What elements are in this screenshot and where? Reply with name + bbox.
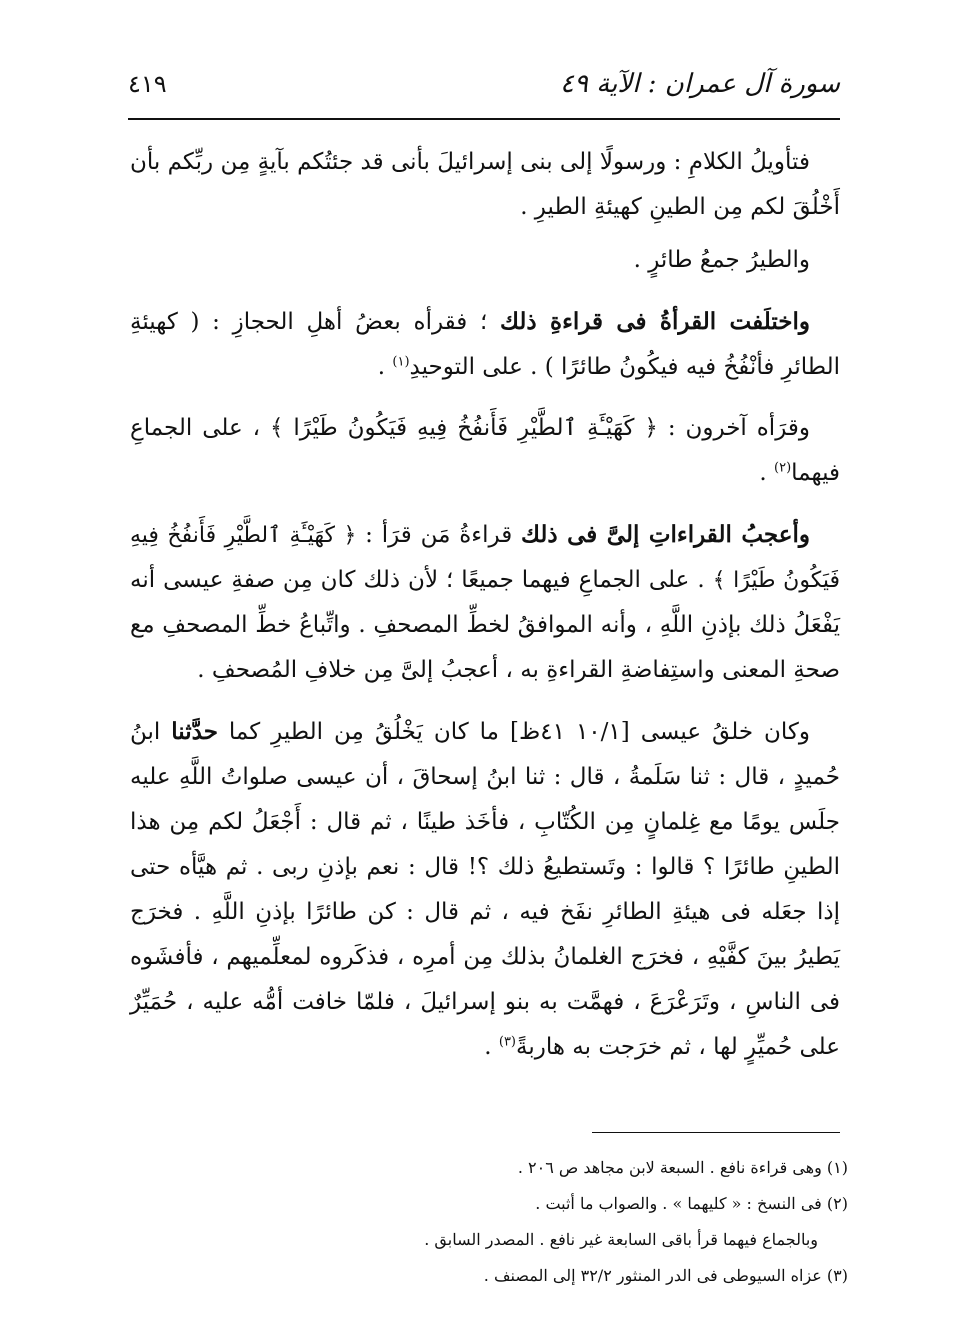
paragraph-2	[130, 238, 840, 283]
chapter-title: سورة آل عمران : الآية ٤٩	[560, 69, 840, 99]
quran-quote: ﴿ كَهَيْـَٔةِ ٱلطَّيْرِ فَأَنفُخُ فِيهِ فَيَكُونُ طَيْرًا ﴾	[130, 523, 840, 593]
paragraph-3-heading: واختلَفت القرأةُ فى قراءةِ ذلك	[500, 308, 810, 335]
page-number: ٤١٩	[128, 70, 167, 98]
paragraph-5-text: . على الجماعِ فيهما جميعًا ؛ لأن ذلك كان مِن صفةِ عيسى أنه يَفْعَلُ ذلك بإذنِ اللَّهِ ، وأنه الموافقُ لخطِّ المصحفِ . واتِّباعُ خطِّ المصحفِ مع صحةِ المعنى واستِفاضةِ القراءةِ به ، أعجبُ إلىَّ مِن خلافِ المُصحفِ .	[130, 567, 840, 683]
footnote-1: (١) وهى قراءة نافع . السبعة لابن مجاهد ص ٢٠٦ .	[517, 1158, 848, 1177]
paragraph-4-text: وقرَأه آخرون : ﴿ كَهَيْـَٔةِ ٱلطَّيْرِ فَأَنفُخُ فِيهِ فَيَكُونُ طَيْرًا ﴾ ، على الجماعِ فيهما	[130, 415, 840, 486]
paragraph-6-end: .	[484, 1034, 499, 1060]
footnote-ref-1: (١)	[392, 354, 410, 370]
footnote-ref-3: (٣)	[498, 1034, 516, 1050]
footnote-2: (٢) فى النسخ : « كليهما » . والصواب ما أثبت .	[535, 1194, 848, 1213]
running-header	[128, 62, 840, 106]
paragraph-1-text: فتأويلُ الكلامِ : ورسولًا إلى بنى إسرائيلَ بأنى قد جئتُكم بآيةٍ مِن ربِّكم بأن أَخْلُقَ لكم مِن الطينِ كهيئةِ الطيرِ .	[130, 149, 840, 220]
header-rule	[128, 118, 840, 120]
paragraph-1	[130, 140, 840, 230]
paragraph-5	[130, 512, 840, 693]
paragraph-3	[130, 299, 840, 390]
footnotes	[300, 1150, 848, 1294]
paragraph-5-intro: قراءةُ مَن قرَأ :	[356, 522, 521, 548]
paragraph-4	[130, 406, 840, 496]
footnote-ref-2: (٢)	[774, 460, 792, 476]
paragraph-3-text: ؛ فقرأه بعضُ أهلِ الحجازِ : ( كهيئةِ الطائرِ فأنْفُخُ فيه فيكُونُ طائرًا ) . على التوحيدِ	[130, 309, 840, 380]
footnote-2-continuation: وبالجماع فيهما قرأ باقى السابعة غير نافع . المصدر السابق .	[424, 1230, 818, 1249]
isnad-keyword: حدَّثنا	[171, 718, 218, 745]
footnote-3: (٣) عزاه السيوطى فى الدر المنثور ٣٢/٢ إلى المصنف .	[483, 1266, 848, 1285]
main-text	[130, 140, 840, 1086]
footnote-rule	[592, 1132, 840, 1133]
paragraph-2-text: والطيرُ جمعُ طائرٍ .	[633, 247, 810, 273]
paragraph-6	[130, 709, 840, 1070]
paragraph-5-heading: وأعجبُ القراءاتِ إلىَّ فى ذلك	[521, 521, 810, 548]
paragraph-6-intro: وكان خلقُ عيسى [١٠/١ ٤١ظ] ما كان يَخْلُقُ مِن الطيرِ كما	[217, 719, 810, 745]
paragraph-4-end: .	[759, 460, 775, 486]
paragraph-6-text: ابنُ حُميدٍ ، قال : ثنا سَلَمةُ ، قال : ثنا ابنُ إسحاقَ ، أن عيسى صلواتُ اللَّهِ عليه جلَس يومًا مع غِلمانٍ مِن الكُتّابِ ، فأخَذ طينًا ، ثم قال : أَجْعَلُ لكم مِن هذا الطينِ طائرًا ؟ قالوا : وتَستطيعُ ذلك ؟! قال : نعم بإذنِ ربى . ثم هيَّأه حتى إذا جعَله فى هيئةِ الطائرِ نفَخ فيه ، ثم قال : كن طائرًا بإذنِ اللَّهِ . فخرَج يَطيرُ بينَ كفَّيْهِ ، فخرَج الغلمانُ بذلك مِن أمرِه ، فذكَروه لمعلِّميهم ، فأفشَوه فى الناسِ ، وتَرَعْرَعَ ، فهمَّت به بنو إسرائيلَ ، فلمّا خافت أمُّه عليه ، حُمَيِّرٌ على حُميِّرٍ لها ، ثم خرَجت به هاربةً	[130, 719, 840, 1060]
paragraph-3-end: .	[377, 354, 393, 380]
